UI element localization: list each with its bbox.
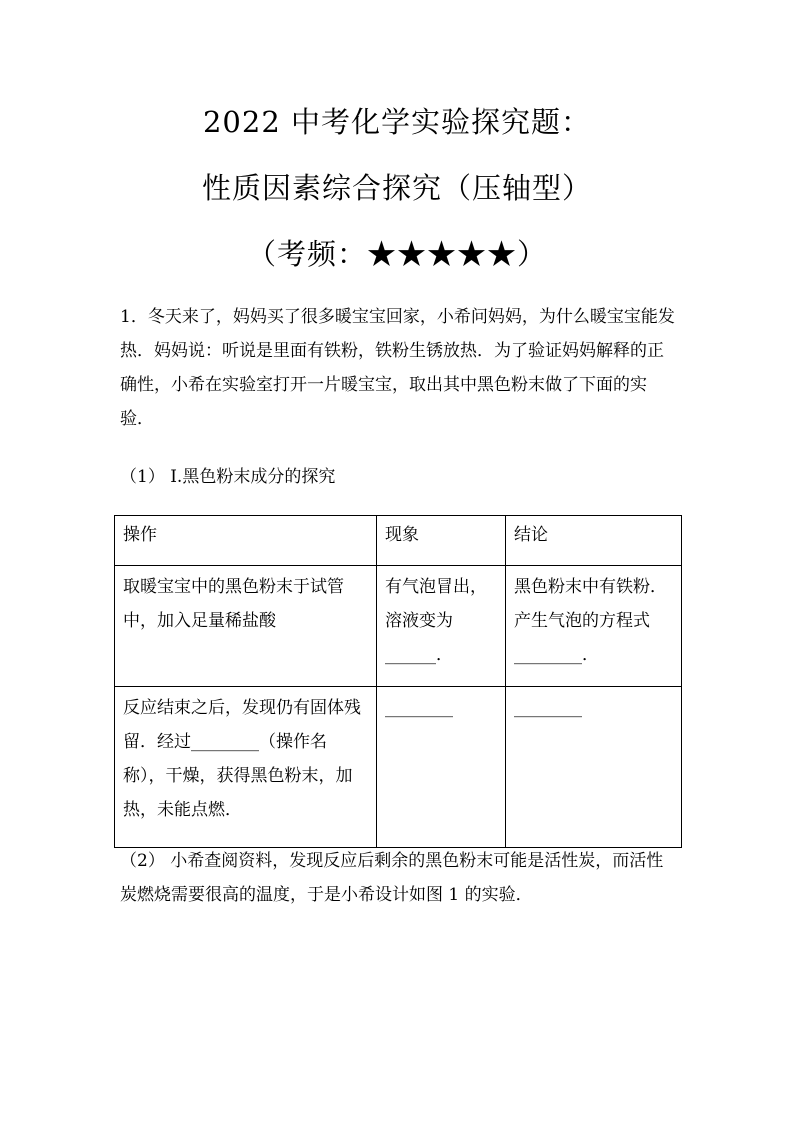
table-header-row <box>115 516 682 566</box>
header-operation: 操作 <box>115 516 377 566</box>
row2-operation: 反应结束之后，发现仍有固体残留．经过________（操作名称），干燥，获得黑色粉末，加热，未能点燃． <box>115 687 377 848</box>
document-title: 2022 中考化学实验探究题： <box>202 105 592 139</box>
experiment-table <box>114 515 682 848</box>
row2-phenomenon: ________ <box>377 687 506 848</box>
question-intro: 1．冬天来了，妈妈买了很多暖宝宝回家，小希问妈妈，为什么暖宝宝能发热．妈妈说：听说是里面有铁粉，铁粉生锈放热．为了验证妈妈解释的正确性，小希在实验室打开一片暖宝宝，取出其中黑色粉末做了下面的实验． <box>120 307 675 429</box>
table-row <box>115 687 682 848</box>
row1-operation: 取暖宝宝中的黑色粉末于试管中，加入足量稀盐酸 <box>115 566 377 687</box>
exam-frequency: （考频：★★★★★） <box>246 237 547 271</box>
header-conclusion: 结论 <box>506 516 682 566</box>
header-phenomenon: 现象 <box>377 516 506 566</box>
part1-heading: （1） Ⅰ.黑色粉末成分的探究 <box>120 467 336 487</box>
part2-text: （2） 小希查阅资料，发现反应后剩余的黑色粉末可能是活性炭，而活性炭燃烧需要很高的温度，于是小希设计如图 1 的实验． <box>120 851 664 905</box>
row2-conclusion: ________ <box>506 687 682 848</box>
document-subtitle: 性质因素综合探究（压轴型） <box>201 171 592 205</box>
row1-conclusion: 黑色粉末中有铁粉．产生气泡的方程式________． <box>506 566 682 687</box>
table-row <box>115 566 682 687</box>
row1-phenomenon: 有气泡冒出，溶液变为______． <box>377 566 506 687</box>
